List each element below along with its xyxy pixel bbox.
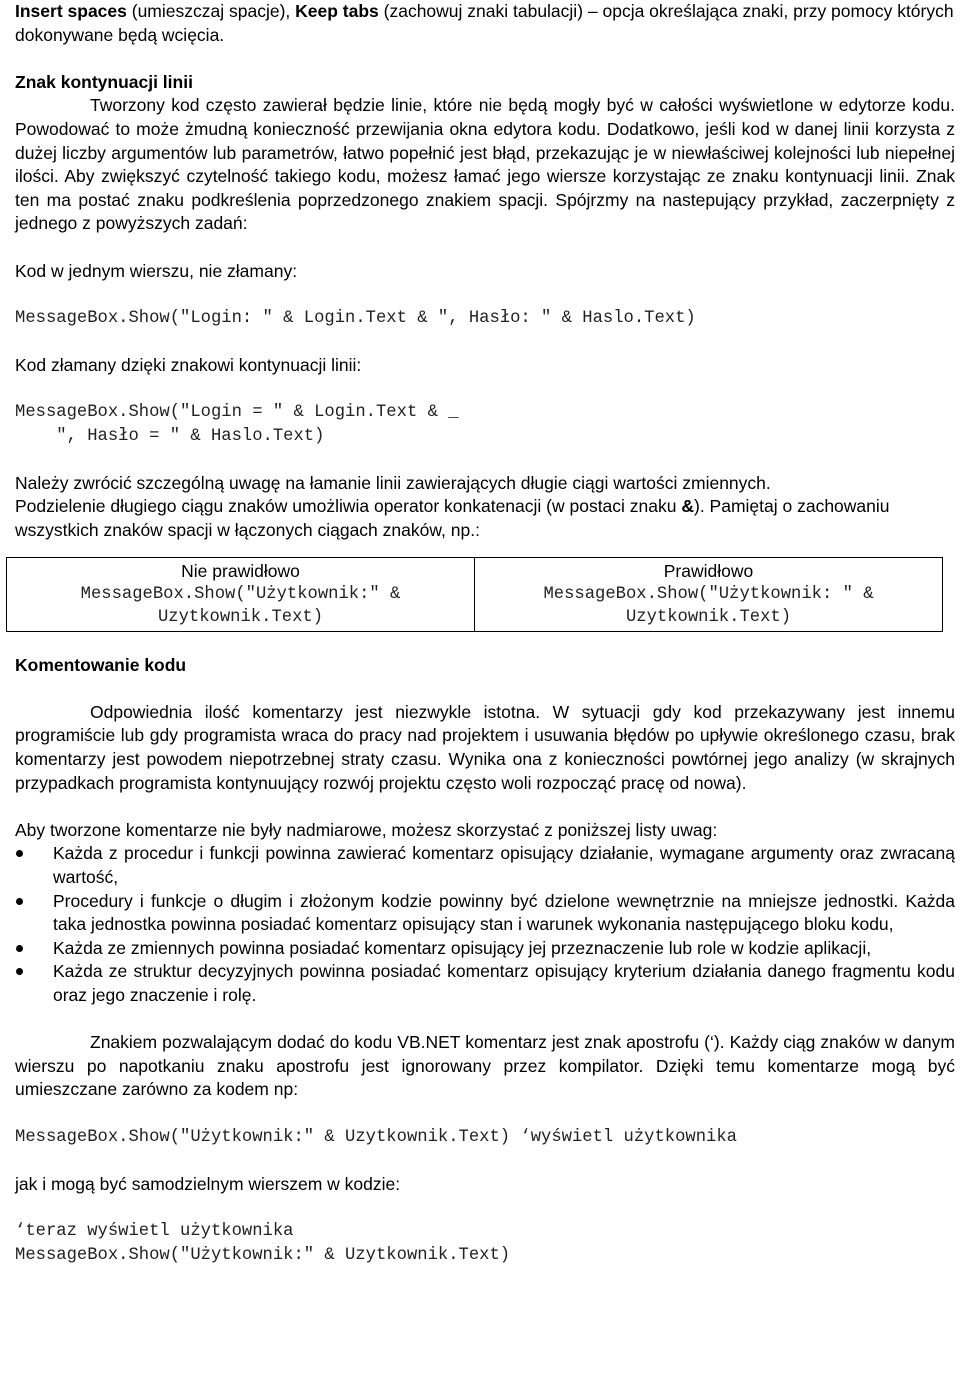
bullet-icon (16, 968, 23, 975)
comments-heading: Komentowanie kodu (15, 654, 187, 675)
list-item: Każda ze zmiennych powinna posiadać komentarz opisujący jej przeznaczenie lub role w kodzie aplikacji, (15, 937, 955, 961)
list-item: Każda ze struktur decyzyjnych powinna posiadać komentarz opisujący kryterium działania danego fragmentu kodu oraz jego znaczenie i rolę. (15, 960, 955, 1007)
broken-code-label: Kod złamany dzięki znakowi kontynuacji linii: (15, 354, 362, 375)
continuation-heading: Znak kontynuacji linii (15, 71, 193, 92)
list-item: Każda z procedur i funkcji powinna zawierać komentarz opisujący działanie, wymagane argumenty oraz zwracaną wartość, (15, 842, 955, 889)
wrong-example-title: Nie prawidłowo (181, 560, 300, 581)
concat-note-1: Należy zwrócić szczególną uwagę na łamanie linii zawierających długie ciągi wartości zmiennych. (15, 472, 771, 493)
right-example-code-1: MessageBox.Show("Użytkownik: " & (543, 584, 874, 604)
right-example-cell (475, 557, 943, 631)
broken-code-line-2: ", Hasło = " & Haslo.Text) (15, 426, 325, 446)
concat-note-2: Podzielenie długiego ciągu znaków umożliwia operator konkatenacji (w postaci znaku &). Pamiętaj o zachowaniu wszystkich znaków spacji w łączonych ciągach znaków, np.: (15, 496, 890, 541)
comparison-table (6, 557, 943, 632)
keep-tabs-desc: (zachowuj znaki tabulacji) – opcja określająca znaki, przy pomocy których dokonywane będą wcięcia. (15, 1, 954, 45)
own-line-comment-code-1: ‘teraz wyświetl użytkownika (15, 1221, 294, 1241)
right-example-code-2: Uzytkownik.Text) (625, 607, 792, 627)
comments-list-intro: Aby tworzone komentarze nie były nadmiarowe, możesz skorzystać z poniższej listy uwag: (15, 819, 718, 840)
list-item: Procedury i funkcje o długim i złożonym kodzie powinny być dzielone wewnętrznie na mniejsze jednostki. Każda taka jednostka powinna posiadać komentarz opisujący stan i warunek wykonania następującego bloku kodu, (15, 890, 955, 937)
keep-tabs-term: Keep tabs (295, 1, 379, 21)
insert-spaces-desc: (umieszczaj spacje), (126, 1, 296, 21)
wrong-example-code-2: Uzytkownik.Text) (157, 607, 324, 627)
comments-guidelines-list (15, 842, 955, 1007)
comments-paragraph-1: Odpowiednia ilość komentarzy jest niezwykle istotna. W sytuacji gdy kod przekazywany jest innemu programiście lub gdy programista wraca do pracy nad projektem i usuwania błędów po upływie określonego czasu, brak komentarzy jest powodem niepotrzebnej straty czasu. Wynika ona z konieczności powtórnej jego analizy (w skrajnych przypadkach programista kontynuujący rozwój projektu często woli rozpocząć pracę od nowa). (15, 701, 955, 793)
inline-comment-code: MessageBox.Show("Użytkownik:" & Uzytkownik.Text) ‘wyświetl użytkownika (15, 1127, 737, 1147)
insert-spaces-term: Insert spaces (15, 1, 127, 21)
bullet-icon (16, 945, 23, 952)
wrong-example-code-1: MessageBox.Show("Użytkownik:" & (80, 584, 401, 604)
broken-code-line-1: MessageBox.Show("Login = " & Login.Text & _ (15, 403, 459, 423)
document-page (15, 0, 955, 1267)
comments-paragraph-2: Znakiem pozwalającym dodać do kodu VB.NET komentarz jest znak apostrofu (‘). Każdy ciąg znaków w danym wierszu po napotkaniu znaku apostrofu jest ignorowany przez kompilator. Dzięki temu komentarze mogą być umieszczane zarówno za kodem np: (15, 1032, 955, 1100)
continuation-paragraph: Tworzony kod często zawierał będzie linie, które nie będą mogły być w całości wyświetlone w edytorze kodu. Powodować to może żmudną konieczność przewijania okna edytora kodu. Dodatkowo, jeśli kod w danej linii korzysta z dużej liczby argumentów lub parametrów, łatwo popełnić jest błąd, przekazując je w niewłaściwej kolejności lub niepełnej ilości. Aby zwiększyć czytelność takiego kodu, możesz łamać jego wiersze korzystając ze znaku kontynuacji linii. Znak ten ma postać znaku podkreślenia poprzedzonego znakiem spacji. Spójrzmy na nastepujący przykład, zaczerpnięty z jednego z powyższych zadań: (15, 95, 955, 234)
own-line-comment-label: jak i mogą być samodzielnym wierszem w kodzie: (15, 1173, 401, 1194)
ampersand-symbol: & (681, 496, 694, 517)
unbroken-code-label: Kod w jednym wierszu, nie złamany: (15, 260, 298, 281)
bullet-icon (16, 850, 23, 857)
wrong-example-cell (7, 557, 475, 631)
own-line-comment-code-2: MessageBox.Show("Użytkownik:" & Uzytkownik.Text) (15, 1245, 511, 1265)
bullet-icon (16, 898, 23, 905)
right-example-title: Prawidłowo (663, 560, 754, 581)
unbroken-code: MessageBox.Show("Login: " & Login.Text & ", Hasło: " & Haslo.Text) (15, 308, 696, 328)
intro-paragraph (15, 0, 955, 47)
